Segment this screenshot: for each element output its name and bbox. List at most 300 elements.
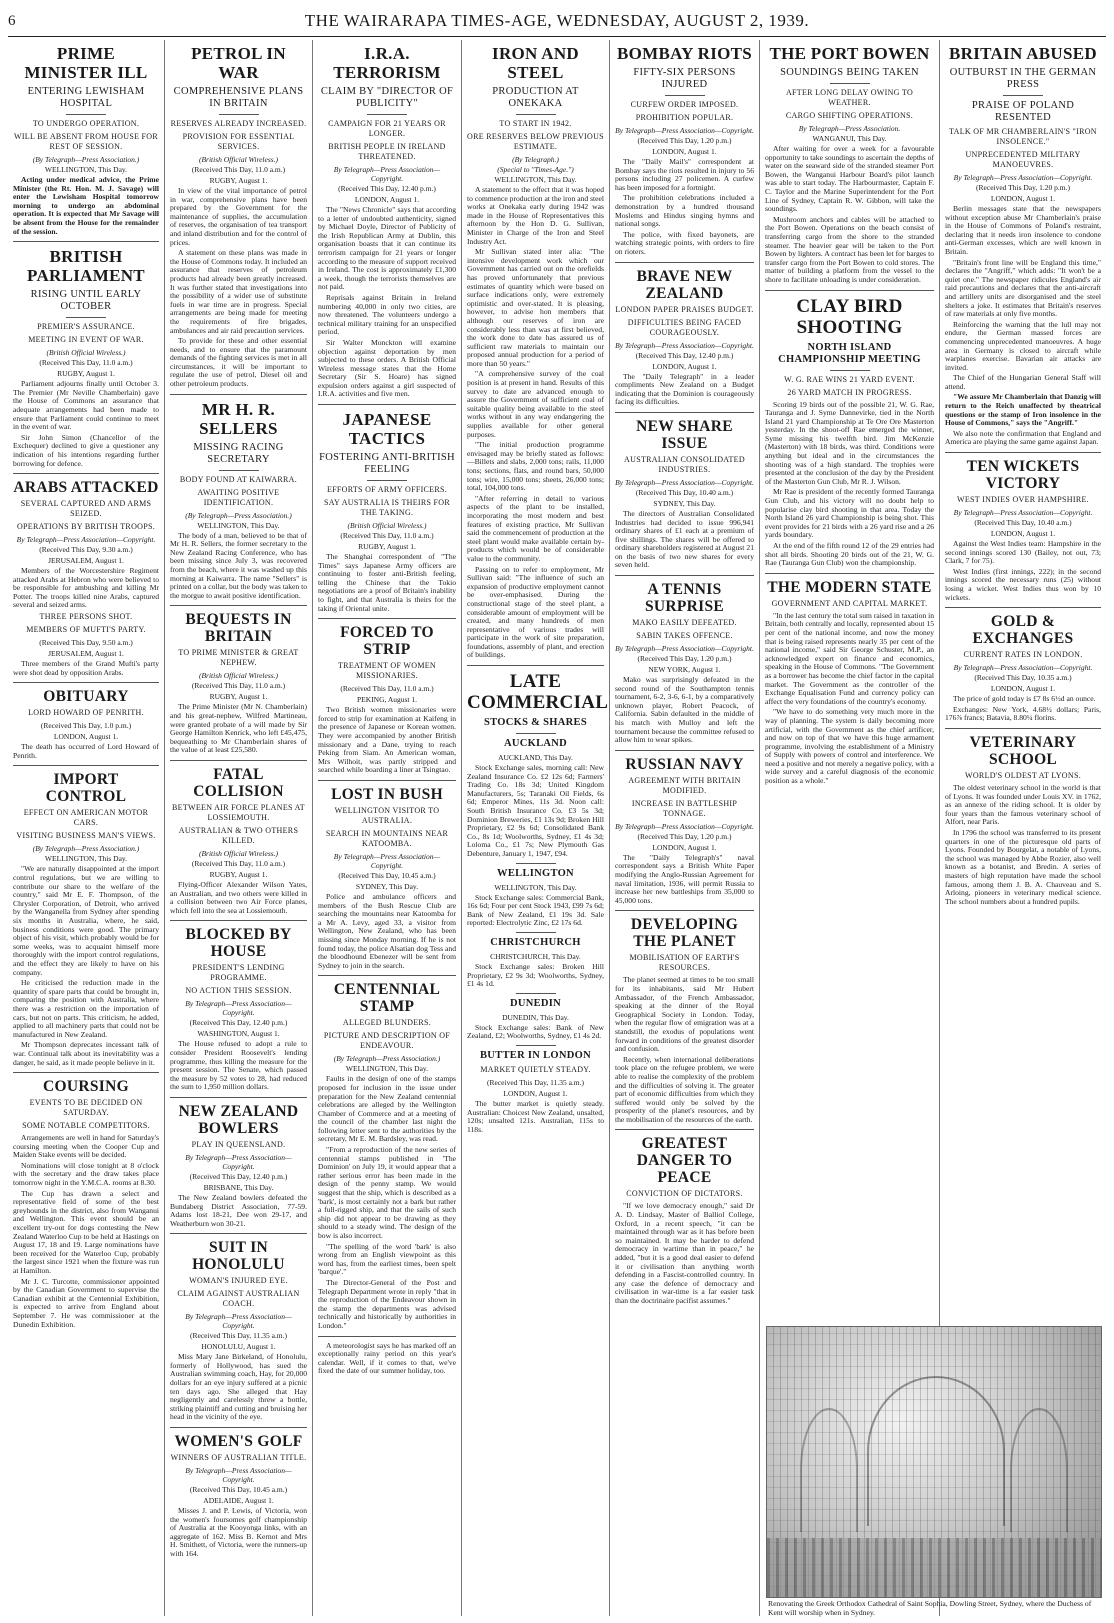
subdeck: SAY AUSTRALIA IS THEIRS FOR THE TAKING. bbox=[323, 498, 451, 518]
story-prime-minister-ill bbox=[13, 44, 159, 236]
subdeck: LORD HOWARD OF PENRITH. bbox=[28, 708, 144, 718]
dateline: AUCKLAND, This Day. bbox=[498, 753, 573, 763]
dateline: DUNEDIN, This Day. bbox=[502, 1012, 569, 1022]
received: (Received This Day, 1.20 p.m.) bbox=[637, 136, 732, 145]
divider bbox=[367, 480, 407, 481]
credit: (British Official Wireless.) bbox=[198, 155, 279, 164]
credit: By Telegraph—Press Association—Copyright. bbox=[615, 644, 754, 654]
headline: BRITAIN ABUSED bbox=[949, 44, 1097, 63]
headline: BEQUESTS IN BRITAIN bbox=[185, 611, 292, 646]
subdeck: MARKET QUIETLY STEADY. bbox=[480, 1064, 591, 1074]
story-bequests bbox=[170, 611, 307, 755]
received: (Received This Day, 11.0 a.m.) bbox=[340, 684, 434, 694]
body: The prohibition celebrations included a demonstration by a hundred thousand Moslems and Hindus singing hymns and national songs. bbox=[615, 193, 754, 229]
headline: FATAL COLLISION bbox=[193, 765, 284, 800]
headline: LATE COMMERCIAL bbox=[467, 671, 609, 714]
story-obituary bbox=[13, 688, 159, 760]
subdeck: TO UNDERGO OPERATION. bbox=[32, 119, 140, 128]
column-1 bbox=[8, 40, 165, 1616]
body: Mr Thompson deprecates incessant talk of war. Continual talk about its inevitability was a danger, he said, as it made people believe in it. bbox=[13, 1040, 159, 1067]
credit: By Telegraph—Press Association—Copyright. bbox=[185, 1152, 292, 1171]
story-gold-exchanges bbox=[945, 613, 1101, 723]
body: "We assure Mr Chamberlain that Danzig will return to the Reich unaffected by theatrical questions or the stamp of Iron insolence in the House of Commons," says the "Angriff." bbox=[945, 392, 1101, 428]
headline: DEVELOPING THE PLANET bbox=[630, 916, 739, 951]
story-import-control bbox=[13, 771, 159, 1067]
headline: LOST IN BUSH bbox=[331, 785, 443, 803]
dateline: WELLINGTON, This Day. bbox=[44, 854, 128, 864]
received: (Received This Day, 11.0 a.m.) bbox=[191, 681, 286, 691]
divider bbox=[170, 1427, 307, 1428]
story-britain-abused bbox=[945, 44, 1101, 447]
subdeck: SEARCH IN MOUNTAINS NEAR KATOOMBA. bbox=[325, 828, 449, 848]
divider bbox=[170, 1233, 307, 1234]
body: Arrangements are well in hand for Saturday's coursing meeting when the Cooper Cup and Maiden Stake events will be decided. bbox=[13, 1133, 159, 1160]
body: "The spelling of the word 'bark' is also wrong from an English viewpoint as this word has, from the earliest times, been spelt 'barque'." bbox=[318, 1241, 456, 1277]
received: (Received This Day, 9.50 a.m.) bbox=[39, 638, 133, 648]
subdeck: CAMPAIGN FOR 21 YEARS OR LONGER. bbox=[328, 119, 446, 138]
subdeck: PRESIDENT'S LENDING PROGRAMME. bbox=[192, 963, 285, 983]
headline: NEW ZEALAND BOWLERS bbox=[178, 1102, 299, 1137]
received: (Received This Day, 11.0 a.m.) bbox=[191, 858, 286, 868]
subdeck: CURFEW ORDER IMPOSED. bbox=[630, 100, 739, 109]
body: "A comprehensive survey of the coal position is at present in hand. Results of this survey to date are advanced enough to assure the Government of sufficient coal of suitable quality being available to the steel works without in any way endangering the supplies available for other general purposes. bbox=[467, 369, 604, 439]
credit: By Telegraph—Press Association. bbox=[798, 124, 901, 133]
section-head: WELLINGTON bbox=[497, 867, 574, 879]
subdeck: BRITISH PEOPLE IN IRELAND THREATENED. bbox=[328, 142, 446, 161]
subdeck: TO START IN 1942. bbox=[499, 119, 572, 128]
credit: By Telegraph—Press Association—Copyright. bbox=[185, 1466, 292, 1485]
body: After waiting for over a week for a favourable opportunity to take soundings to ascertain the depths of water on the seaward side of the stranded steamer Port Bowen, the Wanganui Harbour Board's pilot launch was able to start today. The Harbourmaster, Captain F. C. Taylor and the Marine Superintendent for the Port Line of Sydney, Captain R. W. Gibbon, will take the soundings. bbox=[765, 144, 934, 214]
subdeck: SEVERAL CAPTURED AND ARMS SEIZED. bbox=[20, 499, 152, 519]
divider bbox=[516, 114, 556, 115]
subdeck: EFFECT ON AMERICAN MOTOR CARS. bbox=[23, 808, 149, 828]
subdeck: DIFFICULTIES BEING FACED COURAGEOUSLY. bbox=[627, 317, 742, 337]
section-head: BUTTER IN LONDON bbox=[480, 1049, 591, 1061]
subdeck: EVENTS TO BE DECIDED ON SATURDAY. bbox=[29, 1098, 143, 1118]
credit: (British Official Wireless.) bbox=[46, 348, 126, 358]
photo-block bbox=[766, 1320, 1102, 1598]
section-head: CHRISTCHURCH bbox=[490, 936, 581, 948]
credit: By Telegraph—Press Association—Copyright. bbox=[615, 340, 754, 350]
divider bbox=[945, 607, 1101, 608]
story-forced-to-strip bbox=[318, 624, 456, 775]
body: The Chief of the Hungarian General Staff will attend. bbox=[945, 373, 1101, 391]
body: Acting under medical advice, the Prime Minister (the Rt. Hon. M. J. Savage) will enter the Lewisham Hospital tomorrow morning to undergo an abdominal operation. It is expected that Mr Savage will be absent from the House for the remainder of the session. bbox=[13, 175, 159, 236]
dateline: WELLINGTON, This Day. bbox=[44, 165, 128, 174]
divider bbox=[318, 780, 456, 781]
divider bbox=[13, 682, 159, 683]
dateline: LONDON, August 1. bbox=[53, 732, 119, 742]
body: Stock Exchange sales: Broken Hill Proprietary, £2 9s 3d; Woolworths, Sydney, £1 4s 1d. bbox=[467, 961, 604, 989]
body: We also note the confirmation that England and America are playing the same game against Japan. bbox=[945, 428, 1101, 447]
subdeck: TALK OF MR CHAMBERLAIN'S "IRON INSOLENCE." bbox=[949, 127, 1097, 146]
headline: BOMBAY RIOTS bbox=[616, 44, 753, 63]
story-womens-golf bbox=[170, 1433, 307, 1559]
divider bbox=[830, 370, 870, 371]
subdeck: CONVICTION OF DICTATORS. bbox=[626, 1189, 743, 1199]
story-modern-state bbox=[765, 579, 934, 786]
subdeck: PROVISION FOR ESSENTIAL SERVICES. bbox=[182, 132, 295, 151]
headline: VETERINARY SCHOOL bbox=[969, 733, 1077, 768]
dateline: RUGBY, August 1. bbox=[57, 369, 115, 379]
dateline: RUGBY, August 1. bbox=[358, 542, 416, 552]
headline: PETROL IN WAR bbox=[191, 44, 286, 82]
credit: By Telegraph—Press Association—Copyright. bbox=[16, 535, 156, 545]
story-developing-the-planet bbox=[615, 916, 754, 1124]
cathedral-photo bbox=[766, 1326, 1102, 1598]
body: "We have to do something very much more in the way of planning. The system is daily becoming more artificial, with the Government as the chief artificer, and now on top of that we have this huge armament programme, involving the establishment of a Ministry of Supply with powers of control and interference. We need a positive and not merely a negative policy, with a wide survey and a careful diagnosis of the economic position as a whole." bbox=[765, 707, 934, 786]
divider bbox=[516, 993, 556, 994]
story-nz-bowlers bbox=[170, 1103, 307, 1228]
credit: (By Telegraph—Press Association.) bbox=[333, 1054, 441, 1064]
divider bbox=[13, 1072, 159, 1073]
divider bbox=[170, 605, 307, 606]
headline: TEN WICKETS VICTORY bbox=[966, 458, 1080, 493]
divider bbox=[170, 394, 307, 395]
divider bbox=[665, 95, 705, 96]
divider bbox=[516, 863, 556, 864]
received: (Received This Day, 12.40 p.m.) bbox=[189, 1018, 288, 1028]
subdeck: AWAITING POSITIVE IDENTIFICATION. bbox=[197, 487, 280, 507]
deck: COMPREHENSIVE PLANS IN BRITAIN bbox=[173, 86, 304, 109]
credit: By Telegraph—Press Association—Copyright. bbox=[615, 126, 754, 135]
body: Flying-Officer Alexander Wilson Yates, an Australian, and two others were killed in a collision between two Air Force planes, which fell into the sea at Lossiemouth. bbox=[170, 879, 307, 915]
divider bbox=[516, 1045, 556, 1046]
subdeck: W. G. RAE WINS 21 YARD EVENT. bbox=[784, 374, 915, 384]
subdeck: ORE RESERVES BELOW PREVIOUS ESTIMATE. bbox=[467, 132, 604, 151]
story-blocked-by-house bbox=[170, 926, 307, 1092]
subdeck: TO PRIME MINISTER & GREAT NEPHEW. bbox=[178, 648, 299, 668]
body: Faults in the design of one of the stamps proposed for inclusion in the issue under preparation for the New Zealand centennial celebrations are alleged by the Wellington Chamber of Commerce and at a meeting of the council of the chamber last night the following letter sent to the authorities by the secretary, Mr E. M. Bardsley, was read. bbox=[318, 1074, 456, 1144]
dateline: PEKING, August 1. bbox=[356, 695, 417, 705]
dateline: LONDON, August 1. bbox=[503, 1088, 568, 1098]
dateline: ADELAIDE, August 1. bbox=[203, 1496, 274, 1506]
body: Berlin messages state that the newspapers without exception abuse Mr Chamberlain's praise in the House of Commons of Poland's restraint, declaring that it needs iron insolence to condone anti-German excesses, which are well known in Britain. bbox=[945, 204, 1101, 256]
masthead bbox=[8, 6, 1106, 37]
subdeck: OPERATIONS BY BRITISH TROOPS. bbox=[16, 522, 156, 532]
headline: WOMEN'S GOLF bbox=[174, 1433, 303, 1451]
headline: JAPANESE TACTICS bbox=[342, 410, 432, 449]
deck: SOUNDINGS BEING TAKEN bbox=[780, 67, 919, 78]
subdeck: THREE PERSONS SHOT. bbox=[39, 612, 133, 622]
received: (Received This Day, 1.20 p.m.) bbox=[976, 183, 1070, 192]
dateline: LONDON, August 1. bbox=[990, 684, 1056, 694]
body: To provide for these and other essential needs, and to ensure that the paramount demands of the fighting services is met in all circumstances, it will be important to regulate the use of petrol, Diesel oil and other petroleum products. bbox=[170, 336, 307, 389]
body: The "Daily Mail's" correspondent at Bombay says the riots resulted in injury to 56 persons including 27 policemen. A curfew has been imposed for a fortnight. bbox=[615, 157, 754, 192]
deck: OUTBURST IN THE GERMAN PRESS bbox=[949, 67, 1097, 90]
received: (Received This Day, 12.40 p.m.) bbox=[635, 350, 734, 360]
body: "We are naturally disappointed at the import control regulations, but we are willing to contribute our share to the welfare of the country," said Mr E. F. Thompson, of the Chrysler Corporation, of Detroit, who arrived by the Wanganella from Sydney after spending six months in Australia, where, he said, business conditions were good. The primary object of his visit, which probably would be for some weeks, was to acquaint himself more thoroughly with the import control regulations, and the effect they are likely to have on his company. bbox=[13, 864, 159, 977]
subdeck: CARGO SHIFTING OPERATIONS. bbox=[785, 111, 914, 120]
credit: (British Official Wireless.) bbox=[198, 671, 279, 681]
body: Police and ambulance officers and members of the Bush Rescue Club are searching the mountains near Katoomba for a Mr A. Levy, aged 33, a visitor from Wellington, New Zealand, who has been missing since Monday morning. If he is not found today, the police Alsatian dog Tess and the bloodhound Ebenezer will be sent from Sydney to join in the search. bbox=[318, 891, 456, 970]
body: Members of the Worcestershire Regiment attacked Arabs at Hebron who were believed to be responsible for ambushing and killing Mr Potter. The troops killed nine Arabs, captured several and seized arms. bbox=[13, 566, 159, 610]
body: The "News Chronicle" says that according to a letter of undoubted authenticity, signed by Michael Doyle, Director of Publicity of the Irish Republican Army at Dublin, this organisation boasts that it can continue its terrorism campaign for 21 years or longer according to the measure of support received in Ireland. The cost is approximately £1,300 a week, though the terrorists themselves are not paid. bbox=[318, 205, 456, 292]
body: The "Daily Telegraph" in a leader compliments New Zealand on a Budget indicating that the Dominion is courageously facing its difficulties. bbox=[615, 371, 754, 407]
subdeck: EFFORTS OF ARMY OFFICERS. bbox=[326, 485, 448, 495]
story-fatal-collision bbox=[170, 766, 307, 915]
dateline: WASHINGTON, August 1. bbox=[197, 1029, 280, 1039]
column-4 bbox=[462, 40, 610, 1616]
credit: By Telegraph—Press Association—Copyright. bbox=[953, 663, 1093, 673]
dateline: LONDON, August 1. bbox=[990, 194, 1056, 203]
body: "Britain's front line will be England this time," declares the "Angriff," which adds: "It won't be a quiet one." The newspaper ridicules England's air raid precautions and declares that the anti-aircraft and artillery units are disorganised and the steel shelters a joke. It estimates that Britain's reserves of raw materials at only five months. bbox=[945, 257, 1101, 319]
dateline: NEW YORK, August 1. bbox=[648, 665, 721, 675]
headline: OBITUARY bbox=[43, 688, 129, 706]
body: A meteorologist says he has marked off an exceptionally rainy period on this year's calendar. Well, if it comes to that, we've fixed the date of our summer holiday, too. bbox=[318, 1340, 456, 1376]
body: The "Daily Telegraph's" naval correspondent says a British White Paper modifying the Anglo-Russian Agreement for naval limitation, 1936, will permit Russia to increase her new battleships from 35,000 to 45,000 tons. bbox=[615, 852, 754, 905]
section-head: AUCKLAND bbox=[503, 738, 568, 750]
divider bbox=[516, 733, 556, 734]
subdeck: AUSTRALIAN CONSOLIDATED INDUSTRIES. bbox=[624, 454, 745, 474]
body: The House refused to adopt a rule to consider President Roosevelt's lending programme, thus killing the measure for the present session. The Senate, which passed the measure by 52 votes to 28, had reduced the sum to 1,950 million dollars. bbox=[170, 1039, 307, 1092]
credit: By Telegraph—Press Association—Copyright. bbox=[953, 508, 1093, 518]
subdeck: GOVERNMENT AND CAPITAL MARKET. bbox=[771, 598, 928, 608]
body: West Indies (first innings, 222); in the second innings scored the necessary runs (25) without losing a wicket. West Indies thus won by 10 wickets. bbox=[945, 566, 1101, 602]
divider bbox=[1003, 95, 1043, 96]
story-clay-bird-shooting bbox=[765, 296, 934, 568]
divider bbox=[219, 470, 259, 471]
body: The New Zealand bowlers defeated the Bundaberg District Association, 77-59. Adams lost 18-21, Dee won 29-17, and Weatherburn won 30-21. bbox=[170, 1192, 307, 1228]
body: Against the West Indies team: Hampshire in the second innings scored 130 (Bailey, not out, 73; Clark, 7 for 75). bbox=[945, 539, 1101, 566]
story-japanese-tactics bbox=[318, 410, 456, 613]
story-russian-navy bbox=[615, 756, 754, 906]
divider bbox=[945, 452, 1101, 453]
received: (Received This Day, 11.0 a.m.) bbox=[340, 531, 434, 541]
subdeck: WOMAN'S INJURED EYE. bbox=[189, 1276, 288, 1286]
deck: ENTERING LEWISHAM HOSPITAL bbox=[27, 86, 145, 109]
divider bbox=[13, 241, 159, 242]
divider bbox=[13, 473, 159, 474]
dateline: WELLINGTON, This Day. bbox=[494, 175, 577, 184]
dateline: JERUSALEM, August 1. bbox=[48, 556, 124, 566]
subdeck: MEMBERS OF MUFTI'S PARTY. bbox=[26, 625, 146, 635]
subdeck: MAKO EASILY DEFEATED. bbox=[632, 618, 737, 628]
received: (Received This Day, 10.35 a.m.) bbox=[974, 673, 1072, 683]
dateline: LONDON, August 1. bbox=[652, 361, 717, 371]
headline: PRIME MINISTER ILL bbox=[24, 44, 148, 82]
received: (Received This Day, 11.0 a.m.) bbox=[191, 165, 286, 174]
credit: By Telegraph—Press Association—Copyright. bbox=[615, 821, 754, 831]
subdeck: 26 YARD MATCH IN PROGRESS. bbox=[787, 387, 912, 397]
divider bbox=[13, 765, 159, 766]
body: The planet seemed at times to be too small for its inhabitants, said Mr Hubert Ambassador, of the French Ambassador, speaking at the dinner of the Royal Geographical Society in London. Today, when the regular flow of emigration was at a standstill, the exodus of populations went forward in conditions of the greatest disorder and confusion. bbox=[615, 975, 754, 1054]
headline: IMPORT CONTROL bbox=[45, 771, 127, 806]
subdeck: SOME NOTABLE COMPETITORS. bbox=[22, 1121, 150, 1131]
deck: PRAISE OF POLAND RESENTED bbox=[971, 100, 1075, 123]
body: Mako was surprisingly defeated in the second round of the Southampton tennis tournament, 6-2, 3-6, 6-1, by a comparatively unknown player, Robert Peacock, of California. Sabin defaulted in the middle of his match with Mulloy and left the tournament because the committee refused to allow him to wear spikes. bbox=[615, 675, 754, 745]
body: Mushroom anchors and cables will be attached to the Port Bowen. Operations on the beach consist of transferring cargo from the shore to the stranded steamer. The heavier gear will be taken to the Port Bowen by lighters. A contract has been let for barges to transfer cargo from the Port Bowen to cold stores. The matter of building a platform from the vessel to the shore to facilitate unloading is under consideration. bbox=[765, 214, 934, 284]
body: Mr Rae is president of the recently formed Tauranga Gun Club, and his victory will no doubt help to popularise clay bird shooting in that area. Today the North Island 26 yard Championship is being shot. This event provides for 21 birds with a 26 yard rise and a 26 yards boundary. bbox=[765, 487, 934, 540]
page-number: 6 bbox=[8, 12, 16, 29]
received: (Received This Day, 9.30 a.m.) bbox=[39, 545, 133, 555]
credit: By Telegraph—Press Association—Copyright. bbox=[185, 1312, 292, 1331]
divider bbox=[170, 1097, 307, 1098]
story-late-commercial bbox=[467, 671, 609, 1134]
divider bbox=[830, 83, 870, 84]
credit: (By Telegraph—Press Association.) bbox=[32, 155, 140, 164]
body: Scoring 19 birds out of the possible 21, W. G. Rae, Tauranga and J. Syme Dannevirke, tied in the North Island 21 yard Championship at Te Ore Ore Masterton yesterday. In the shoot-off Rae emerged the winner, Syme missing his twelfth bird. Jim McKenzie (Masterton) with 18 birds, was third. Conditions were anything but ideal and in the circumstances the shooting was of a high standard. The trophies were presented at the conclusion of the day by the President of the Masterton Gun Club, Mr R. J. Wilson. bbox=[765, 399, 934, 486]
subdeck: SABIN TAKES OFFENCE. bbox=[636, 631, 733, 641]
credit: By Telegraph—Press Association—Copyright. bbox=[615, 477, 754, 487]
body: Stock Exchange sales, morning call: New Zealand Insurance Co. £2 12s 6d; Farmers' Trading Co. 18s 3d; United Kingdom Manufacturers, 5s; Taranaki Oil Fields, 6s 6d; Emperor Mines, 11s 3d. Noon call: South British Insurance Co. £3 5s 3d; Dominion Breweries, £1 13s 9d; Broken Hill Proprietary, £2 9s 6d; Consolidated Bank Co., 8s 1d; Woolworths, Sydney, £1 4s 3d; Loloma Co., £1 7s; New Plymouth Gas Debenture, January 1, 1947, £94. bbox=[467, 763, 604, 858]
subdeck: WELLINGTON VISITOR TO AUSTRALIA. bbox=[334, 805, 440, 825]
headline: GOLD & EXCHANGES bbox=[972, 613, 1074, 648]
story-tennis-surprise bbox=[615, 581, 754, 745]
dateline: HONOLULU, August 1. bbox=[201, 1342, 276, 1352]
story-greatest-danger bbox=[615, 1135, 754, 1305]
headline: FORCED TO STRIP bbox=[340, 624, 434, 659]
body: "After referring in detail to various aspects of the plant to be installed, incorporating the most modern and best features of existing practice, Mr Sullivan said the commencement of production at the steel plant would make available certain by-products which would be of considerable value to the community. bbox=[467, 493, 604, 563]
divider bbox=[467, 665, 604, 666]
story-arabs-attacked bbox=[13, 479, 159, 677]
credit: (Special to "Times-Age.") bbox=[497, 165, 574, 174]
subdeck: VISITING BUSINESS MAN'S VIEWS. bbox=[16, 831, 156, 841]
story-port-bowen bbox=[765, 44, 934, 285]
deck: MISSING RACING SECRETARY bbox=[193, 441, 284, 465]
deck: PRODUCTION AT ONEKAKA bbox=[492, 86, 579, 109]
credit: By Telegraph—Press Association—Copyright. bbox=[333, 851, 441, 870]
credit: (By Telegraph—Press Association.) bbox=[32, 844, 140, 854]
body: Stock Exchange sales: Bank of New Zealand, £2; Woolworths, Sydney, £1 4s 2d. bbox=[467, 1022, 604, 1041]
divider bbox=[66, 317, 106, 318]
credit: By Telegraph—Press Association—Copyright. bbox=[953, 173, 1093, 182]
subdeck: MEETING IN EVENT OF WAR. bbox=[28, 335, 144, 345]
headline: BLOCKED BY HOUSE bbox=[185, 926, 292, 961]
subdeck: AGREEMENT WITH BRITAIN MODIFIED. bbox=[628, 775, 741, 795]
headline: CLAY BIRD SHOOTING bbox=[796, 295, 903, 338]
subdeck: UNPRECEDENTED MILITARY MANOEUVRES. bbox=[965, 150, 1081, 169]
subdeck: WINNERS OF AUSTRALIAN TITLE. bbox=[170, 1453, 307, 1463]
photo-caption: Renovating the Greek Orthodox Cathedral of Saint Sophia, Dowling Street, Sydney, where the Duchess of Kent will worship when in Sydney. bbox=[768, 1599, 1092, 1617]
body: Passing on to refer to employment, Mr Sullivan said: "The influence of such an expansion of productive employment cannot be over-emphasised. During the constructional stage of the steel plant, a considerable amount of employment will be created, and many hundreds of men representative of various trades will participate in the work of site preparation, foundations, assembly of plant, and erection of buildings. bbox=[467, 564, 604, 660]
divider bbox=[318, 618, 456, 619]
dateline: CHRISTCHURCH, This Day. bbox=[490, 951, 581, 961]
story-ira-terrorism bbox=[318, 44, 456, 399]
subdeck: MOBILISATION OF EARTH'S RESOURCES. bbox=[629, 953, 740, 973]
dateline: WANGANUI, This Day. bbox=[812, 134, 887, 143]
received: (Received This Day, 10.40 a.m.) bbox=[974, 518, 1072, 528]
subdeck: CLAIM AGAINST AUSTRALIAN COACH. bbox=[177, 1289, 300, 1309]
body: In 1796 the school was transferred to its present quarters in one of the picturesque old parts of Lyons. Founded by Bourgelat, a notable of Lyons, the school was managed by Abbe Rozier, also well known as a botanist, and Bredin. A series of masters of high reputation have made the school famous, among them J. B. A. Chauveau and S. Arloing, pioneers in veterinary medical science. The school numbers about a hundred pupils. bbox=[945, 827, 1101, 906]
column-5 bbox=[610, 40, 760, 1616]
received: (Received This Day, 1.0 p.m.) bbox=[40, 721, 132, 731]
body: "In the last century the total sum raised in taxation in Britain, both centrally and locally, represented about 15 per cent of the national income, and now the money that is being raised represents nearly 35 per cent of the national income," said Sir George Schuster, M.P., an acknowledged expert on finance and economics, speaking in the House of Commons. "The Government as a borrower has become the chief factor in the capital market. The Government as the controller of the Exchange Equalisation Fund and currency policy can affect the very foundations of the country's economy. bbox=[765, 610, 934, 706]
subdeck: WORLD'S OLDEST AT LYONS. bbox=[965, 770, 1081, 780]
subdeck: AUSTRALIAN & TWO OTHERS KILLED. bbox=[178, 825, 299, 845]
headline: RUSSIAN NAVY bbox=[625, 755, 744, 773]
story-centennial-stamp bbox=[318, 981, 456, 1376]
body: Misses J. and P. Lewis, of Victoria, won the women's foursomes golf championship of Australia at the Kooyonga links, with an aggregate of 162. Miss B. Kernot and Mrs H. Smithett, of Victoria, were the runners-up with 164. bbox=[170, 1506, 307, 1558]
headline: A TENNIS SURPRISE bbox=[644, 581, 725, 616]
headline: MR H. R. SELLERS bbox=[199, 399, 278, 438]
deck: CLAIM BY "DIRECTOR OF PUBLICITY" bbox=[320, 86, 454, 109]
body: Two British women missionaries were forced to strip for examination at Kaifeng in the presence of Japanese or Korean women. They were accompanied by another British missionary and a Dane, trying to reach Peking from Siam. An American woman, Mrs Wilhoit, was partly stripped and searched while boarding a liner at Tsingtao. bbox=[318, 705, 456, 775]
body: "If we love democracy enough," said Dr A. D. Lindsay, Master of Balliol College, Oxford, in a recent speech, "it can be maintained through war as it has before been so maintained. It may be harder to defend democracy in wartime than in peace," he added, "but it is a good deal easier to defend it or civilisation than anything worth defending in a Fascist-controlled country. In any case the defence of democracy and civilisation in war-time is a far easier task than the doctrinaire pacifist assumes." bbox=[615, 1201, 754, 1305]
body: The directors of Australian Consolidated Industries had decided to issue 996,941 ordinary shares of £1 each at a premium of five shillings. The shares will be offered to ordinary shareholders registered at August 21 on the basis of two new shares for every seven held. bbox=[615, 508, 754, 570]
body: Recently, when international deliberations took place on the refugee problem, we were able to realise the complexity of the problem and the difficulties of solving it. The greater part of economic difficulties from which they suffered would only be solved by the prosperity of the planet's resources, and by the mobilisation of the resources of the earth. bbox=[615, 1054, 754, 1124]
section-head: DUNEDIN bbox=[509, 997, 562, 1009]
column-3 bbox=[313, 40, 462, 1616]
headline: NEW SHARE ISSUE bbox=[636, 417, 733, 452]
body: Exchanges: New York, 4.68½ dollars; Paris, 176⅞ francs; Batavia, 8.80¼ florins. bbox=[945, 704, 1101, 723]
deck: RISING UNTIL EARLY OCTOBER bbox=[30, 289, 142, 313]
deck: FOSTERING ANTI-BRITISH FEELING bbox=[319, 452, 455, 476]
credit: (By Telegraph.) bbox=[512, 155, 559, 164]
body: Mr Sullivan stated inter alia: "The intensive development work which our Government has carried out on the orefields has proved unfortunately that previous estimates of quantity which were based on surface indications only, were extremely optimistic and over-stated. It is pleasing, however, to advise hon members that although our reserves of iron are considerably less than was at first believed, the work done to date has assured us of sufficient raw materials to maintain our proposed annual production for a period of more than 50 years." bbox=[467, 247, 604, 368]
subdeck: LONDON PAPER PRAISES BUDGET. bbox=[615, 304, 754, 314]
dateline: LONDON, August 1. bbox=[354, 195, 420, 204]
body: The Cup has drawn a select and representative field of some of the best greyhounds in the district, also from Wanganui and Wellington. This event should be an excellent try-out for dogs contesting the New Zealand Waterloo Cup to be held at Hastings on August 17, 18 and 19. Large nominations have been received for the Waterloo Cup, probably the largest since 1921 when the fixture was run at Hamilton. bbox=[13, 1188, 159, 1275]
received: (Received This Day, 1.20 p.m.) bbox=[637, 831, 732, 841]
headline: THE MODERN STATE bbox=[767, 578, 932, 596]
dateline: WELLINGTON, This Day. bbox=[197, 520, 280, 530]
story-british-parliament bbox=[13, 247, 159, 468]
body: Nominations will close tonight at 8 o'clock with the secretary and the draw takes place tomorrow night in the Y.M.C.A. rooms at 8.30. bbox=[13, 1160, 159, 1188]
subdeck: BETWEEN AIR FORCE PLANES AT LOSSIEMOUTH. bbox=[172, 802, 305, 822]
divider bbox=[219, 114, 259, 115]
dateline: LONDON, August 1. bbox=[990, 529, 1056, 539]
divider bbox=[318, 975, 456, 976]
headline: CENTENNIAL STAMP bbox=[333, 981, 441, 1016]
subdeck: NO ACTION THIS SESSION. bbox=[185, 986, 292, 996]
story-bombay-riots bbox=[615, 44, 754, 257]
column-2 bbox=[165, 40, 313, 1616]
headline: BRAVE NEW ZEALAND bbox=[636, 267, 733, 302]
credit: (British Official Wireless.) bbox=[198, 848, 279, 858]
dateline: SYDNEY, This Day. bbox=[355, 881, 419, 891]
divider bbox=[945, 728, 1101, 729]
body: The oldest veterinary school in the world is that of Lyons. It was founded under Louis XV. in 1762, as an annexe of the riding school. It is older by four years than the famous veterinary school of Alfort, near Paris. bbox=[945, 782, 1101, 827]
divider bbox=[615, 1129, 754, 1130]
body: A statement on these plans was made in the House of Commons today. It included an assurance that reserves of petroleum products had already been greatly increased. It was further stated that investigations into the possibility of a wider use of substitute fuels in war time are in progress. Special arrangements are being made for meeting the requirements of fire brigades, ambulances and air raid precaution services. bbox=[170, 248, 307, 335]
dateline: LONDON, August 1. bbox=[652, 842, 717, 852]
story-mr-sellers bbox=[170, 400, 307, 601]
subdeck: TREATMENT OF WOMEN MISSIONARIES. bbox=[338, 661, 436, 681]
received: (Received This Day, 11.35 a.m.) bbox=[487, 1077, 584, 1087]
subdeck: PREMIER'S ASSURANCE. bbox=[37, 322, 135, 332]
subdeck: AFTER LONG DELAY OWING TO WEATHER. bbox=[785, 88, 914, 107]
headline: SUIT IN HONOLULU bbox=[192, 1239, 285, 1274]
body: Stock Exchange sales: Commercial Bank, 16s 6d; Four per cent Stock 1943, £99 7s 6d; Bank of New Zealand, £1 19s 3d. Sale reported: Electrolytic Zinc, £2 17s 6d. bbox=[467, 892, 604, 928]
divider bbox=[516, 932, 556, 933]
body: The butter market is quietly steady. Australian: Choicest New Zealand, unsalted, 120s; unsalted 121s. Australian, 115s to 118s. bbox=[467, 1098, 604, 1134]
deck: STOCKS & SHARES bbox=[484, 717, 587, 729]
divider bbox=[615, 910, 754, 911]
headline: GREATEST DANGER TO PEACE bbox=[636, 1135, 733, 1187]
headline: ARABS ATTACKED bbox=[13, 479, 159, 497]
deck: NORTH ISLAND CHAMPIONSHIP MEETING bbox=[778, 341, 921, 365]
deck: FIFTY-SIX PERSONS INJURED bbox=[633, 67, 736, 90]
received: (Received This Day, 1.20 p.m.) bbox=[637, 654, 732, 664]
story-coursing bbox=[13, 1078, 159, 1329]
received: (Received This Day, 12.40 p.m.) bbox=[189, 1171, 288, 1181]
body: Reinforcing the warning that the lull may not endure, the German massed forces are commencing unprecedented manoeuvres. A huge area in Germany is closed to aircraft while warplanes exercise. Bavarian air attacks are invited. bbox=[945, 319, 1101, 372]
divider bbox=[765, 573, 934, 574]
dateline: WELLINGTON, This Day. bbox=[345, 1064, 429, 1074]
headline: THE PORT BOWEN bbox=[769, 44, 930, 63]
body: The death has occurred of Lord Howard of Penrith. bbox=[13, 742, 159, 760]
body: The Shanghai correspondent of "The Times" says Japanese Army officers are continuing to foster anti-British feeling, telling the Chinese that the Tokio negotiations are a proof of Britain's inability to fight, and that Australia is theirs for the taking if Oriental unite. bbox=[318, 552, 456, 613]
headline: BRITISH PARLIAMENT bbox=[27, 247, 145, 286]
divider bbox=[615, 575, 754, 576]
divider bbox=[318, 1336, 456, 1337]
credit: By Telegraph—Press Association—Copyright. bbox=[333, 165, 441, 183]
divider bbox=[615, 412, 754, 413]
body: Miss Mary Jane Birkeland, of Honolulu, formerly of Hollywood, has sued the Australian swimming coach, Hay, for 20,000 dollars for an eye injury suffered at a picnic ten days ago. She alleged that Hay negligently and carelessly threw a bottle, striking plaintiff and cutting and bruising her head in the vicinity of the eye. bbox=[170, 1352, 307, 1422]
body: The police, with fixed bayonets, are watching strategic points, with orders to fire on rioters. bbox=[615, 229, 754, 256]
divider bbox=[615, 750, 754, 751]
